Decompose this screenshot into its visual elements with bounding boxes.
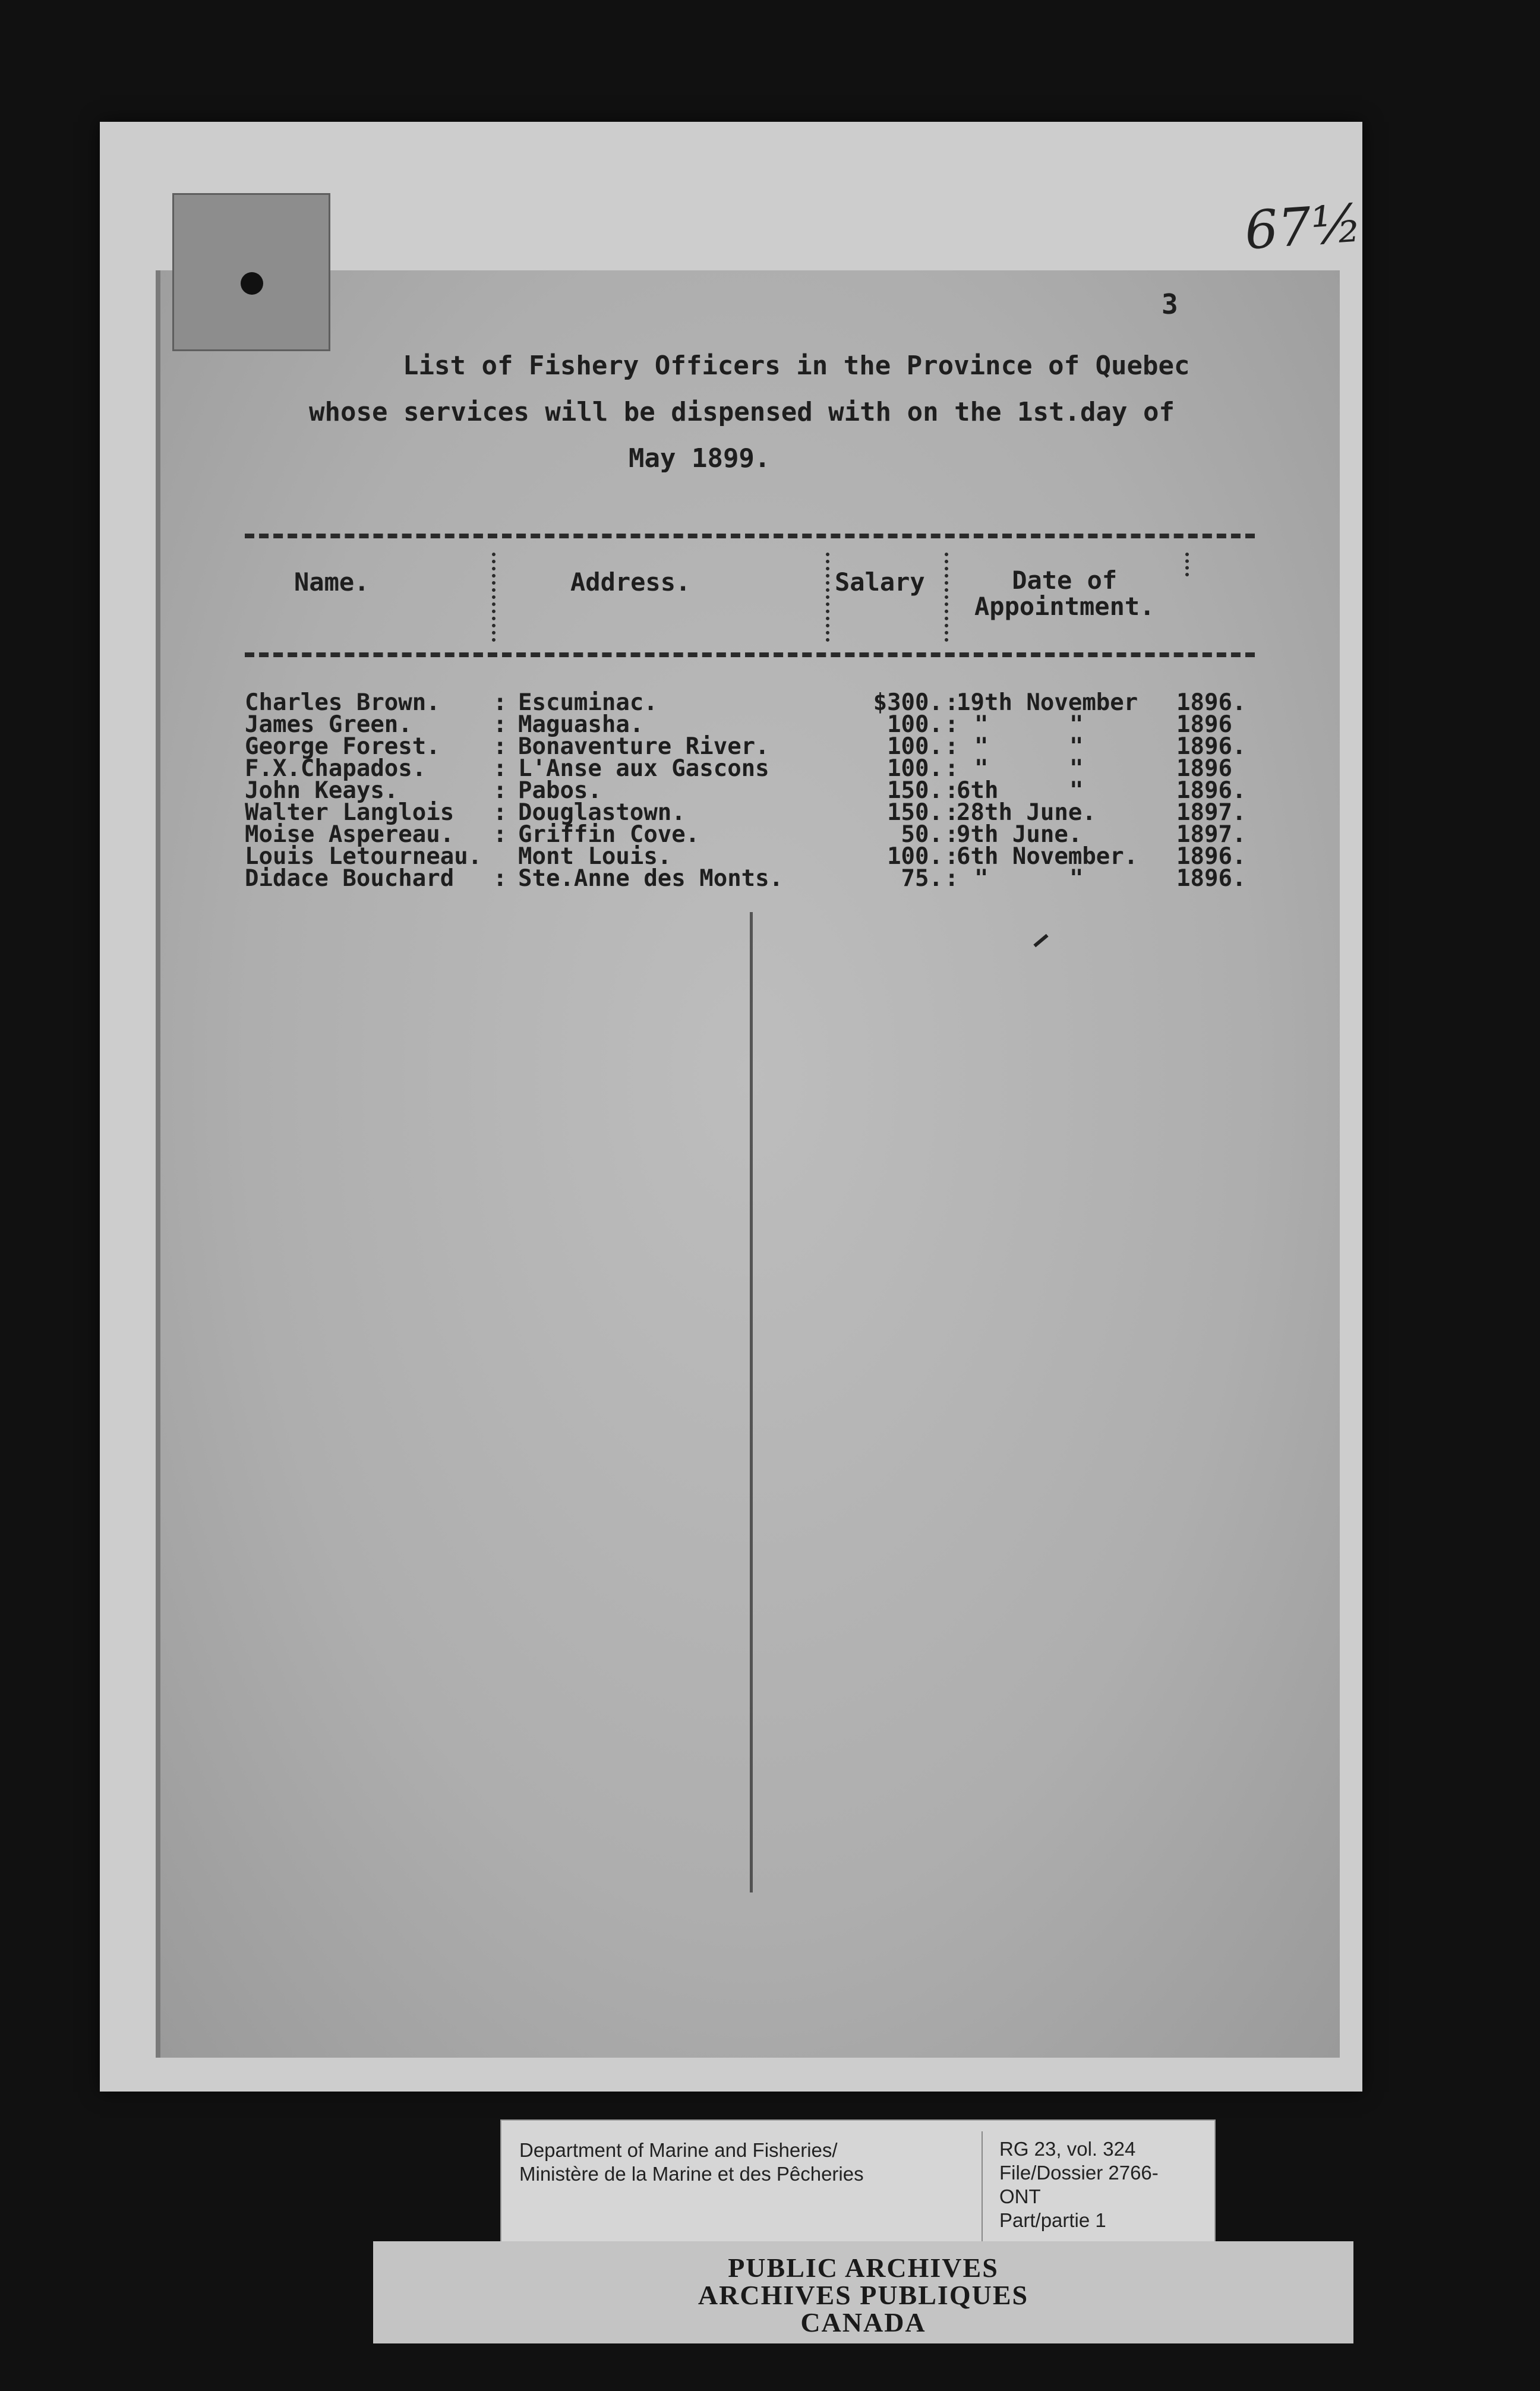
officer-salary: 100. [887,733,943,760]
fold-crease [750,912,753,1892]
officer-name: Moise Aspereau. [245,821,455,848]
column-header-name: Name. [294,567,370,597]
separator: : [493,799,507,826]
officer-salary: 75. [901,865,943,892]
separator: : [945,711,959,738]
officer-salary: 50. [901,821,943,848]
separator: : [945,689,959,716]
separator: : [493,777,507,804]
officer-name: James Green. [245,711,412,738]
officer-salary: 150. [887,777,943,804]
ditto-mark: " [1069,733,1084,760]
ditto-mark: " [974,711,989,738]
column-header-date-line2: Appointment. [974,592,1155,621]
archive-label-reference [999,2137,1159,2232]
separator: : [945,865,959,892]
label-divider [982,2131,983,2241]
officer-name: F.X.Chapados. [245,755,427,782]
ditto-mark: " [1069,865,1084,892]
title-line-2: whose services will be dispensed with on the 1st.day of [309,397,1175,427]
table-top-rule [245,534,1255,538]
officer-name: George Forest. [245,733,440,760]
appointment-date: 9th June. [957,821,1083,848]
department-english: Department of Marine and Fisheries/ [519,2139,838,2161]
stamp-line-1: PUBLIC ARCHIVES [728,2253,999,2283]
column-header-date-line1: Date of [1012,566,1118,595]
officer-salary: 100. [887,843,943,870]
column-header-date [974,567,1154,620]
officer-salary: 150. [887,799,943,826]
ditto-mark: " [1069,711,1084,738]
officer-address: Pabos. [518,777,602,804]
appointment-year: 1896. [1176,777,1246,804]
document-page [156,270,1340,2058]
paper-tab [172,193,330,351]
officer-address: L'Anse aux Gascons [518,755,769,782]
title-line-1: List of Fishery Officers in the Province of Quebec [403,351,1190,381]
separator: : [945,821,959,848]
separator: : [945,843,959,870]
officer-salary: 100. [887,711,943,738]
page-number: 3 [1162,288,1178,320]
column-separator-3 [945,553,948,642]
officer-name: Didace Bouchard [245,865,455,892]
separator: : [493,821,507,848]
table-header-rule [245,652,1255,657]
officer-salary: $300. [873,689,943,716]
officer-name: Charles Brown. [245,689,440,716]
appointment-year: 1896 [1176,711,1232,738]
column-separator-4 [1185,553,1189,576]
appointment-year: 1896. [1176,733,1246,760]
appointment-date: 6th [957,777,999,804]
column-separator-2 [826,553,829,642]
column-header-address: Address. [570,567,691,597]
officer-address: Maguasha. [518,711,644,738]
ditto-mark: " [974,755,989,782]
separator: : [493,689,507,716]
title-line-3: May 1899. [629,443,771,474]
ditto-mark: " [974,865,989,892]
officer-address: Bonaventure River. [518,733,769,760]
separator: : [493,755,507,782]
officer-name: Louis Letourneau. [245,843,482,870]
reference-part: Part/partie 1 [999,2209,1106,2231]
separator: : [493,711,507,738]
ditto-mark: " [1069,777,1084,804]
ditto-mark: " [974,733,989,760]
stamp-line-2: ARCHIVES PUBLIQUES [698,2280,1029,2310]
officer-address: Griffin Cove. [518,821,700,848]
archive-label [500,2119,1216,2251]
separator: : [945,733,959,760]
separator: : [493,865,507,892]
officer-address: Ste.Anne des Monts. [518,865,784,892]
appointment-date: 19th November [957,689,1138,716]
archives-stamp-strip [373,2241,1353,2343]
appointment-date: 28th June. [957,799,1096,826]
column-separator-1 [492,553,496,642]
archive-label-department [519,2138,864,2186]
separator: : [945,755,959,782]
reference-file: File/Dossier 2766- [999,2162,1159,2184]
folio-number: 67½ [1242,192,1364,261]
appointment-year: 1897. [1176,799,1246,826]
officer-address: Mont Louis. [518,843,672,870]
ditto-mark: " [1069,755,1084,782]
column-header-salary: Salary [835,567,925,597]
officer-name: John Keays. [245,777,399,804]
separator: : [945,799,959,826]
stamp-line-3: CANADA [800,2307,926,2338]
officer-salary: 100. [887,755,943,782]
punch-hole [241,272,263,295]
appointment-year: 1896. [1176,689,1246,716]
archives-stamp [373,2254,1353,2336]
appointment-year: 1896 [1176,755,1232,782]
appointment-year: 1896. [1176,865,1246,892]
officer-address: Douglastown. [518,799,686,826]
reference-volume: RG 23, vol. 324 [999,2138,1136,2160]
separator: : [945,777,959,804]
officer-name: Walter Langlois [245,799,455,826]
appointment-date: 6th November. [957,843,1138,870]
reference-file-suffix: ONT [999,2185,1041,2207]
separator: : [493,733,507,760]
department-french: Ministère de la Marine et des Pêcheries [519,2163,864,2185]
appointment-year: 1896. [1176,843,1246,870]
officer-address: Escuminac. [518,689,658,716]
appointment-year: 1897. [1176,821,1246,848]
